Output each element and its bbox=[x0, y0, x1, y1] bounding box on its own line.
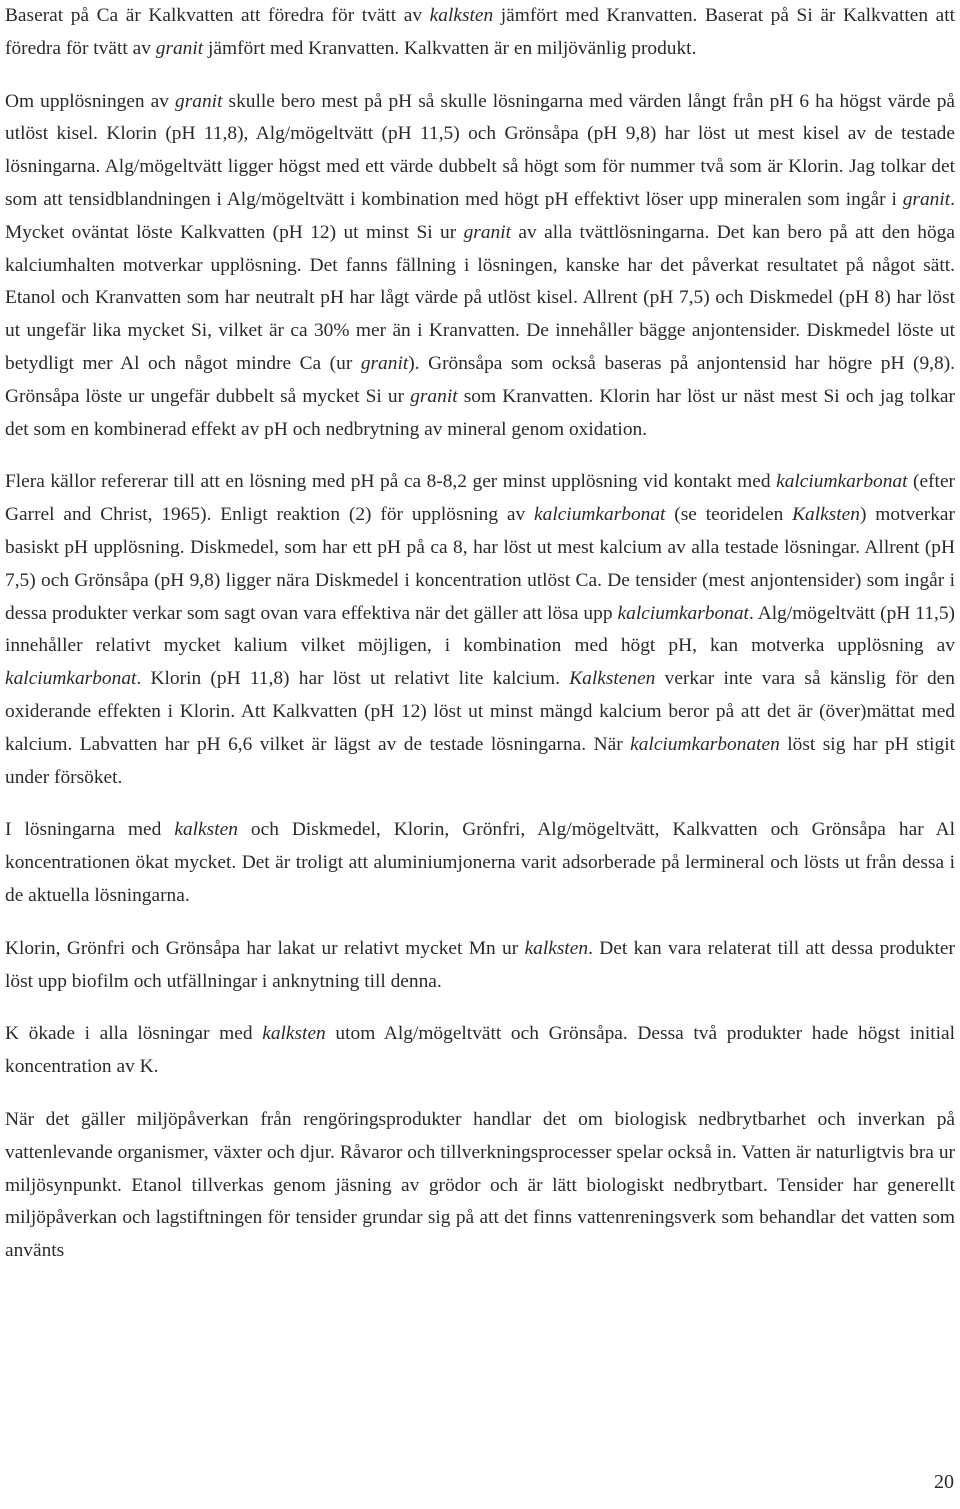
text-run: av alla tvättlösningarna. Det kan bero på att den höga kalciumhalten motverkar upplösning. Det fanns fällning i lösningen, kanske har det påverkat resultatet på något sätt. Etanol och Kranvatten som har neutralt pH har lågt värde på utlöst kisel. Allrent (pH 7,5) och Diskmedel (pH 8) har löst ut ungefär lika mycket Si, vilket är ca 30% mer än i Kranvatten. De innehåller bägge anjontensider. Diskmedel löste ut betydligt mer Al och något mindre Ca (ur bbox=[5, 221, 955, 374]
paragraph bbox=[5, 933, 955, 999]
text-run: löst sig har pH stigit under försöket. bbox=[5, 733, 955, 788]
text-run: utom Alg/mögeltvätt och Grönsåpa. Dessa två produkter hade högst initial koncentration av K. bbox=[5, 1023, 955, 1078]
text-run: Flera källor refererar till att en lösning med pH på ca 8-8,2 ger minst upplösning vid kontakt med bbox=[5, 471, 777, 493]
text-run: . Klorin (pH 11,8) har löst ut relativt lite kalcium. bbox=[136, 668, 570, 690]
italic-term: granit bbox=[360, 352, 409, 374]
page-number: 20 bbox=[934, 1471, 954, 1493]
italic-term: kalciumkarbonat bbox=[5, 668, 137, 690]
italic-term: granit bbox=[463, 221, 512, 243]
italic-term: Kalkstenen bbox=[569, 668, 656, 690]
italic-term: kalksten bbox=[429, 5, 494, 26]
text-run: jämfört med Kranvatten. Baserat på Si är Kalkvatten att föredra för tvätt av bbox=[5, 5, 955, 59]
italic-term: granit bbox=[410, 385, 458, 407]
paragraph bbox=[5, 0, 955, 66]
text-run: . Det kan vara relaterat till att dessa produkter löst upp biofilm och utfällningar i anknytning till denna. bbox=[5, 937, 955, 992]
text-run: Klorin, Grönfri och Grönsåpa har lakat ur relativt mycket Mn ur bbox=[5, 937, 525, 959]
text-run: När det gäller miljöpåverkan från rengöringsprodukter handlar det om biologisk nedbrytbarhet och inverkan på vattenlevande organismer, växter och djur. Råvaror och tillverkningsprocesser spelar också in. Vatten är naturligtvis bra ur miljösynpunkt. Etanol tillverkas genom jäsning av grödor och är lätt biologiskt nedbrytbart. Tensider har generellt miljöpåverkan och lagstiftningen för tensider grundar sig på att det finns vattenreningsverk som behandlar det vatten som använts bbox=[5, 1108, 955, 1262]
text-run: och Diskmedel, Klorin, Grönfri, Alg/mögeltvätt, Kalkvatten och Grönsåpa har Al koncentrationen ökat mycket. Det är troligt att aluminiumjonerna varit adsorberade på lermineral och lösts ut från dessa i de aktuella lösningarna. bbox=[5, 819, 955, 906]
italic-term: granit bbox=[175, 90, 223, 112]
italic-term: kalksten bbox=[174, 819, 238, 841]
paragraph bbox=[5, 466, 955, 794]
text-run: skulle bero mest på pH så skulle lösningarna med värden långt från pH 6 ha högst värde på utlöst kisel. Klorin (pH 11,8), Alg/mögeltvätt (pH 11,5) och Grönsåpa (pH 9,8) har löst ut mest kisel av de testade lösningarna. Alg/mögeltvätt ligger högst med ett värde dubbelt så högt som för nummer två som är Klorin. Jag tolkar det som att tensidblandningen i Alg/mögeltvätt i kombination med högt pH effektivt löser upp mineralen som ingår i bbox=[5, 90, 955, 210]
text-run: som Kranvatten. Klorin har löst ur näst mest Si och jag tolkar det som en kombinerad effekt av pH och nedbrytning av mineral genom oxidation. bbox=[5, 385, 955, 440]
text-run: ). Grönsåpa som också baseras på anjontensid har högre pH (9,8). Grönsåpa löste ur ungefär dubbelt så mycket Si ur bbox=[5, 352, 955, 407]
text-run: Om upplösningen av bbox=[5, 90, 176, 112]
italic-term: kalciumkarbonaten bbox=[630, 733, 780, 755]
text-run: verkar inte vara så känslig för den oxiderande effekten i Klorin. Att Kalkvatten (pH 12) löst ut minst mängd kalcium beror på att det är (över)mättat med kalcium. Labvatten har pH 6,6 vilket är lägst av de testade lösningarna. När bbox=[5, 668, 955, 755]
text-run: ) motverkar basiskt pH upplösning. Diskmedel, som har ett pH på ca 8, har löst ut mest kalcium av alla testade lösningar. Allrent (pH 7,5) och Grönsåpa (pH 9,8) ligger nära Diskmedel i koncentration utlöst Ca. De tensider (mest anjontensider) som ingår i dessa produkter verkar som sagt ovan vara effektiva när det gäller att lösa upp bbox=[5, 504, 955, 624]
italic-term: granit bbox=[902, 188, 951, 210]
text-run: jämfört med Kranvatten. Kalkvatten är en miljövänlig produkt. bbox=[203, 37, 697, 59]
text-run: (se teoridelen bbox=[665, 504, 793, 526]
italic-term: kalciumkarbonat bbox=[617, 602, 749, 624]
text-run: . Alg/mögeltvätt (pH 11,5) innehåller relativt mycket kalium vilket möjligen, i kombination med högt pH, kan motverka upplösning av bbox=[5, 602, 955, 657]
text-run: Baserat på Ca är Kalkvatten att föredra för tvätt av bbox=[5, 5, 430, 26]
italic-term: kalciumkarbonat bbox=[534, 504, 666, 526]
paragraph bbox=[5, 1104, 955, 1268]
paragraph bbox=[5, 814, 955, 912]
paragraph bbox=[5, 86, 955, 447]
text-run: I lösningarna med bbox=[5, 819, 175, 841]
text-run: (efter Garrel and Christ, 1965). Enligt reaktion (2) för upplösning av bbox=[5, 471, 956, 526]
paragraph bbox=[5, 1018, 955, 1084]
document-body bbox=[5, 0, 955, 1268]
italic-term: granit bbox=[155, 37, 204, 59]
italic-term: kalksten bbox=[524, 937, 589, 959]
italic-term: kalciumkarbonat bbox=[776, 471, 908, 493]
italic-term: kalksten bbox=[262, 1023, 326, 1045]
text-run: K ökade i alla lösningar med bbox=[5, 1023, 263, 1045]
italic-term: Kalksten bbox=[792, 504, 860, 526]
text-run: . Mycket oväntat löste Kalkvatten (pH 12) ut minst Si ur bbox=[5, 188, 955, 243]
